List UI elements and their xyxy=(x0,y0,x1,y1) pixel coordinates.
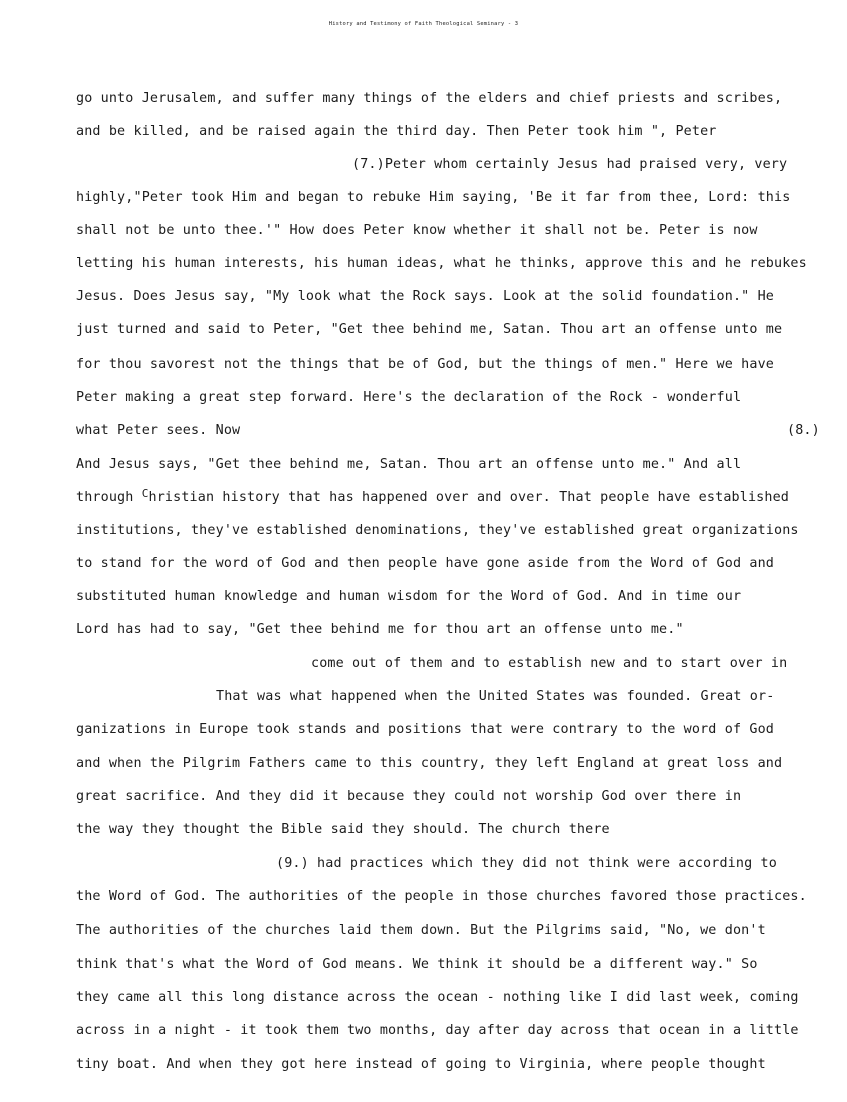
text-line: substituted human knowledge and human wisdom for the Word of God. And in time our xyxy=(76,589,742,604)
text-line: Lord has had to say, "Get thee behind me for thou art an offense unto me." xyxy=(76,622,684,637)
text-line: institutions, they've established denominations, they've established great organizations xyxy=(76,523,799,538)
text-line: The authorities of the churches laid them down. But the Pilgrims said, "No, we don't xyxy=(76,923,766,938)
text-line: great sacrifice. And they did it because they could not worship God over there in xyxy=(76,789,742,804)
text-line: think that's what the Word of God means. We think it should be a different way." So xyxy=(76,957,758,972)
line-prefix: through xyxy=(76,490,142,505)
text-line: for thou savorest not the things that be of God, but the things of men." Here we have xyxy=(76,357,775,372)
text-line: Jesus. Does Jesus say, "My look what the Rock says. Look at the solid foundation." He xyxy=(76,289,775,304)
text-line: and when the Pilgrim Fathers came to this country, they left England at great loss and xyxy=(76,756,783,771)
page-header: History and Testimony of Faith Theological Seminary - 3 xyxy=(328,21,519,27)
text-line: That was what happened when the United States was founded. Great or- xyxy=(216,689,775,704)
text-line: and be killed, and be raised again the third day. Then Peter took him ", Peter xyxy=(76,124,717,139)
text-line xyxy=(76,488,789,508)
text-line: tiny boat. And when they got here instead of going to Virginia, where people thought xyxy=(76,1057,766,1072)
text-line: shall not be unto thee.'" How does Peter know whether it shall not be. Peter is now xyxy=(76,223,758,238)
page-marker: (8.) xyxy=(787,423,820,438)
text-line: just turned and said to Peter, "Get thee behind me, Satan. Thou art an offense unto me xyxy=(76,322,783,337)
text-line: letting his human interests, his human ideas, what he thinks, approve this and he rebukes xyxy=(76,256,807,271)
text-line: ganizations in Europe took stands and positions that were contrary to the word of God xyxy=(76,722,775,737)
text-line: what Peter sees. Now xyxy=(76,423,241,438)
text-line: to stand for the word of God and then people have gone aside from the Word of God and xyxy=(76,556,775,571)
text-line: highly,"Peter took Him and began to rebuke Him saying, 'Be it far from thee, Lord: this xyxy=(76,190,791,205)
text-line: across in a night - it took them two months, day after day across that ocean in a little xyxy=(76,1023,799,1038)
text-line: (9.) had practices which they did not think were according to xyxy=(276,856,777,871)
text-line: they came all this long distance across the ocean - nothing like I did last week, coming xyxy=(76,990,799,1005)
text-line: the way they thought the Bible said they should. The church there xyxy=(76,822,610,837)
line-rest: hristian history that has happened over and over. That people have established xyxy=(148,490,790,505)
text-line: go unto Jerusalem, and suffer many things of the elders and chief priests and scribes, xyxy=(76,91,783,106)
text-line: come out of them and to establish new and to start over in xyxy=(311,656,788,671)
text-line: (7.)Peter whom certainly Jesus had praised very, very xyxy=(352,157,788,172)
text-line: And Jesus says, "Get thee behind me, Satan. Thou art an offense unto me." And all xyxy=(76,457,742,472)
text-line: Peter making a great step forward. Here's the declaration of the Rock - wonderful xyxy=(76,390,742,405)
text-line: the Word of God. The authorities of the people in those churches favored those practices. xyxy=(76,889,807,904)
raised-letter: C xyxy=(141,487,149,500)
